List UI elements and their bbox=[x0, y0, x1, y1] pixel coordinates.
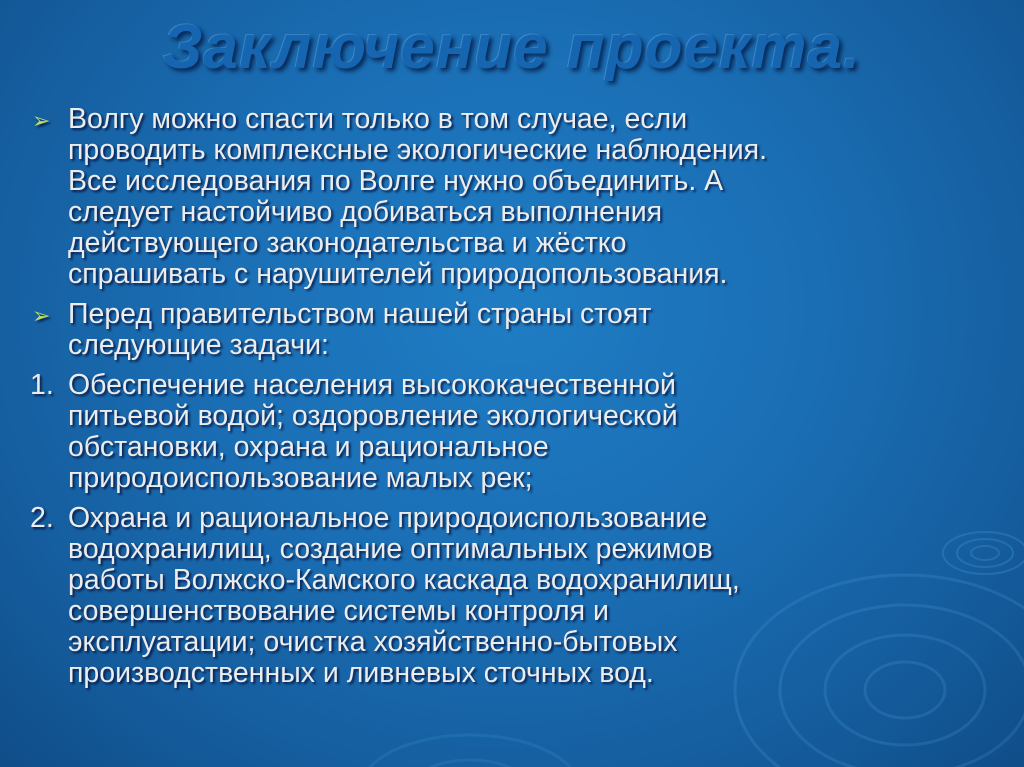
text-line: водохранилищ, создание оптимальных режимов bbox=[68, 533, 713, 565]
text-line: действующего законодательства и жёстко bbox=[68, 227, 627, 259]
numbered-item-1 bbox=[30, 370, 1000, 494]
text-line: Все исследования по Волге нужно объединить. А bbox=[68, 165, 724, 197]
slide-title: Заключение проекта. bbox=[162, 13, 862, 82]
text-line: Обеспечение населения высококачественной bbox=[68, 369, 676, 401]
arrow-bullet-icon: ➢ bbox=[32, 303, 51, 328]
text-line: Перед правительством нашей страны стоят bbox=[68, 298, 652, 330]
slide-content bbox=[30, 104, 1000, 698]
bullet-text bbox=[68, 104, 1000, 290]
text-line: Охрана и рациональное природоиспользование bbox=[68, 502, 708, 534]
bullet-item-1 bbox=[30, 104, 1000, 290]
text-line: производственных и ливневых сточных вод. bbox=[68, 657, 654, 689]
text-line: эксплуатации; очистка хозяйственно-бытовых bbox=[68, 626, 678, 658]
bullet-text bbox=[68, 299, 1000, 361]
text-line: совершенствование системы контроля и bbox=[68, 595, 609, 627]
text-line: питьевой водой; оздоровление экологической bbox=[68, 400, 678, 432]
text-line: работы Волжско-Камского каскада водохранилищ, bbox=[68, 564, 740, 596]
numbered-item-2 bbox=[30, 503, 1000, 689]
list-number: 1. bbox=[30, 369, 54, 401]
bullet-item-2 bbox=[30, 299, 1000, 361]
text-line: Волгу можно спасти только в том случае, если bbox=[68, 103, 688, 135]
text-line: следующие задачи: bbox=[68, 329, 329, 361]
arrow-bullet-icon: ➢ bbox=[32, 108, 51, 133]
numbered-text bbox=[68, 503, 1000, 689]
text-line: проводить комплексные экологические наблюдения. bbox=[68, 134, 768, 166]
list-number: 2. bbox=[30, 502, 54, 534]
numbered-text bbox=[68, 370, 1000, 494]
text-line: природоиспользование малых рек; bbox=[68, 462, 533, 494]
text-line: спрашивать с нарушителей природопользования. bbox=[68, 258, 728, 290]
text-line: следует настойчиво добиваться выполнения bbox=[68, 196, 663, 228]
text-line: обстановки, охрана и рациональное bbox=[68, 431, 549, 463]
